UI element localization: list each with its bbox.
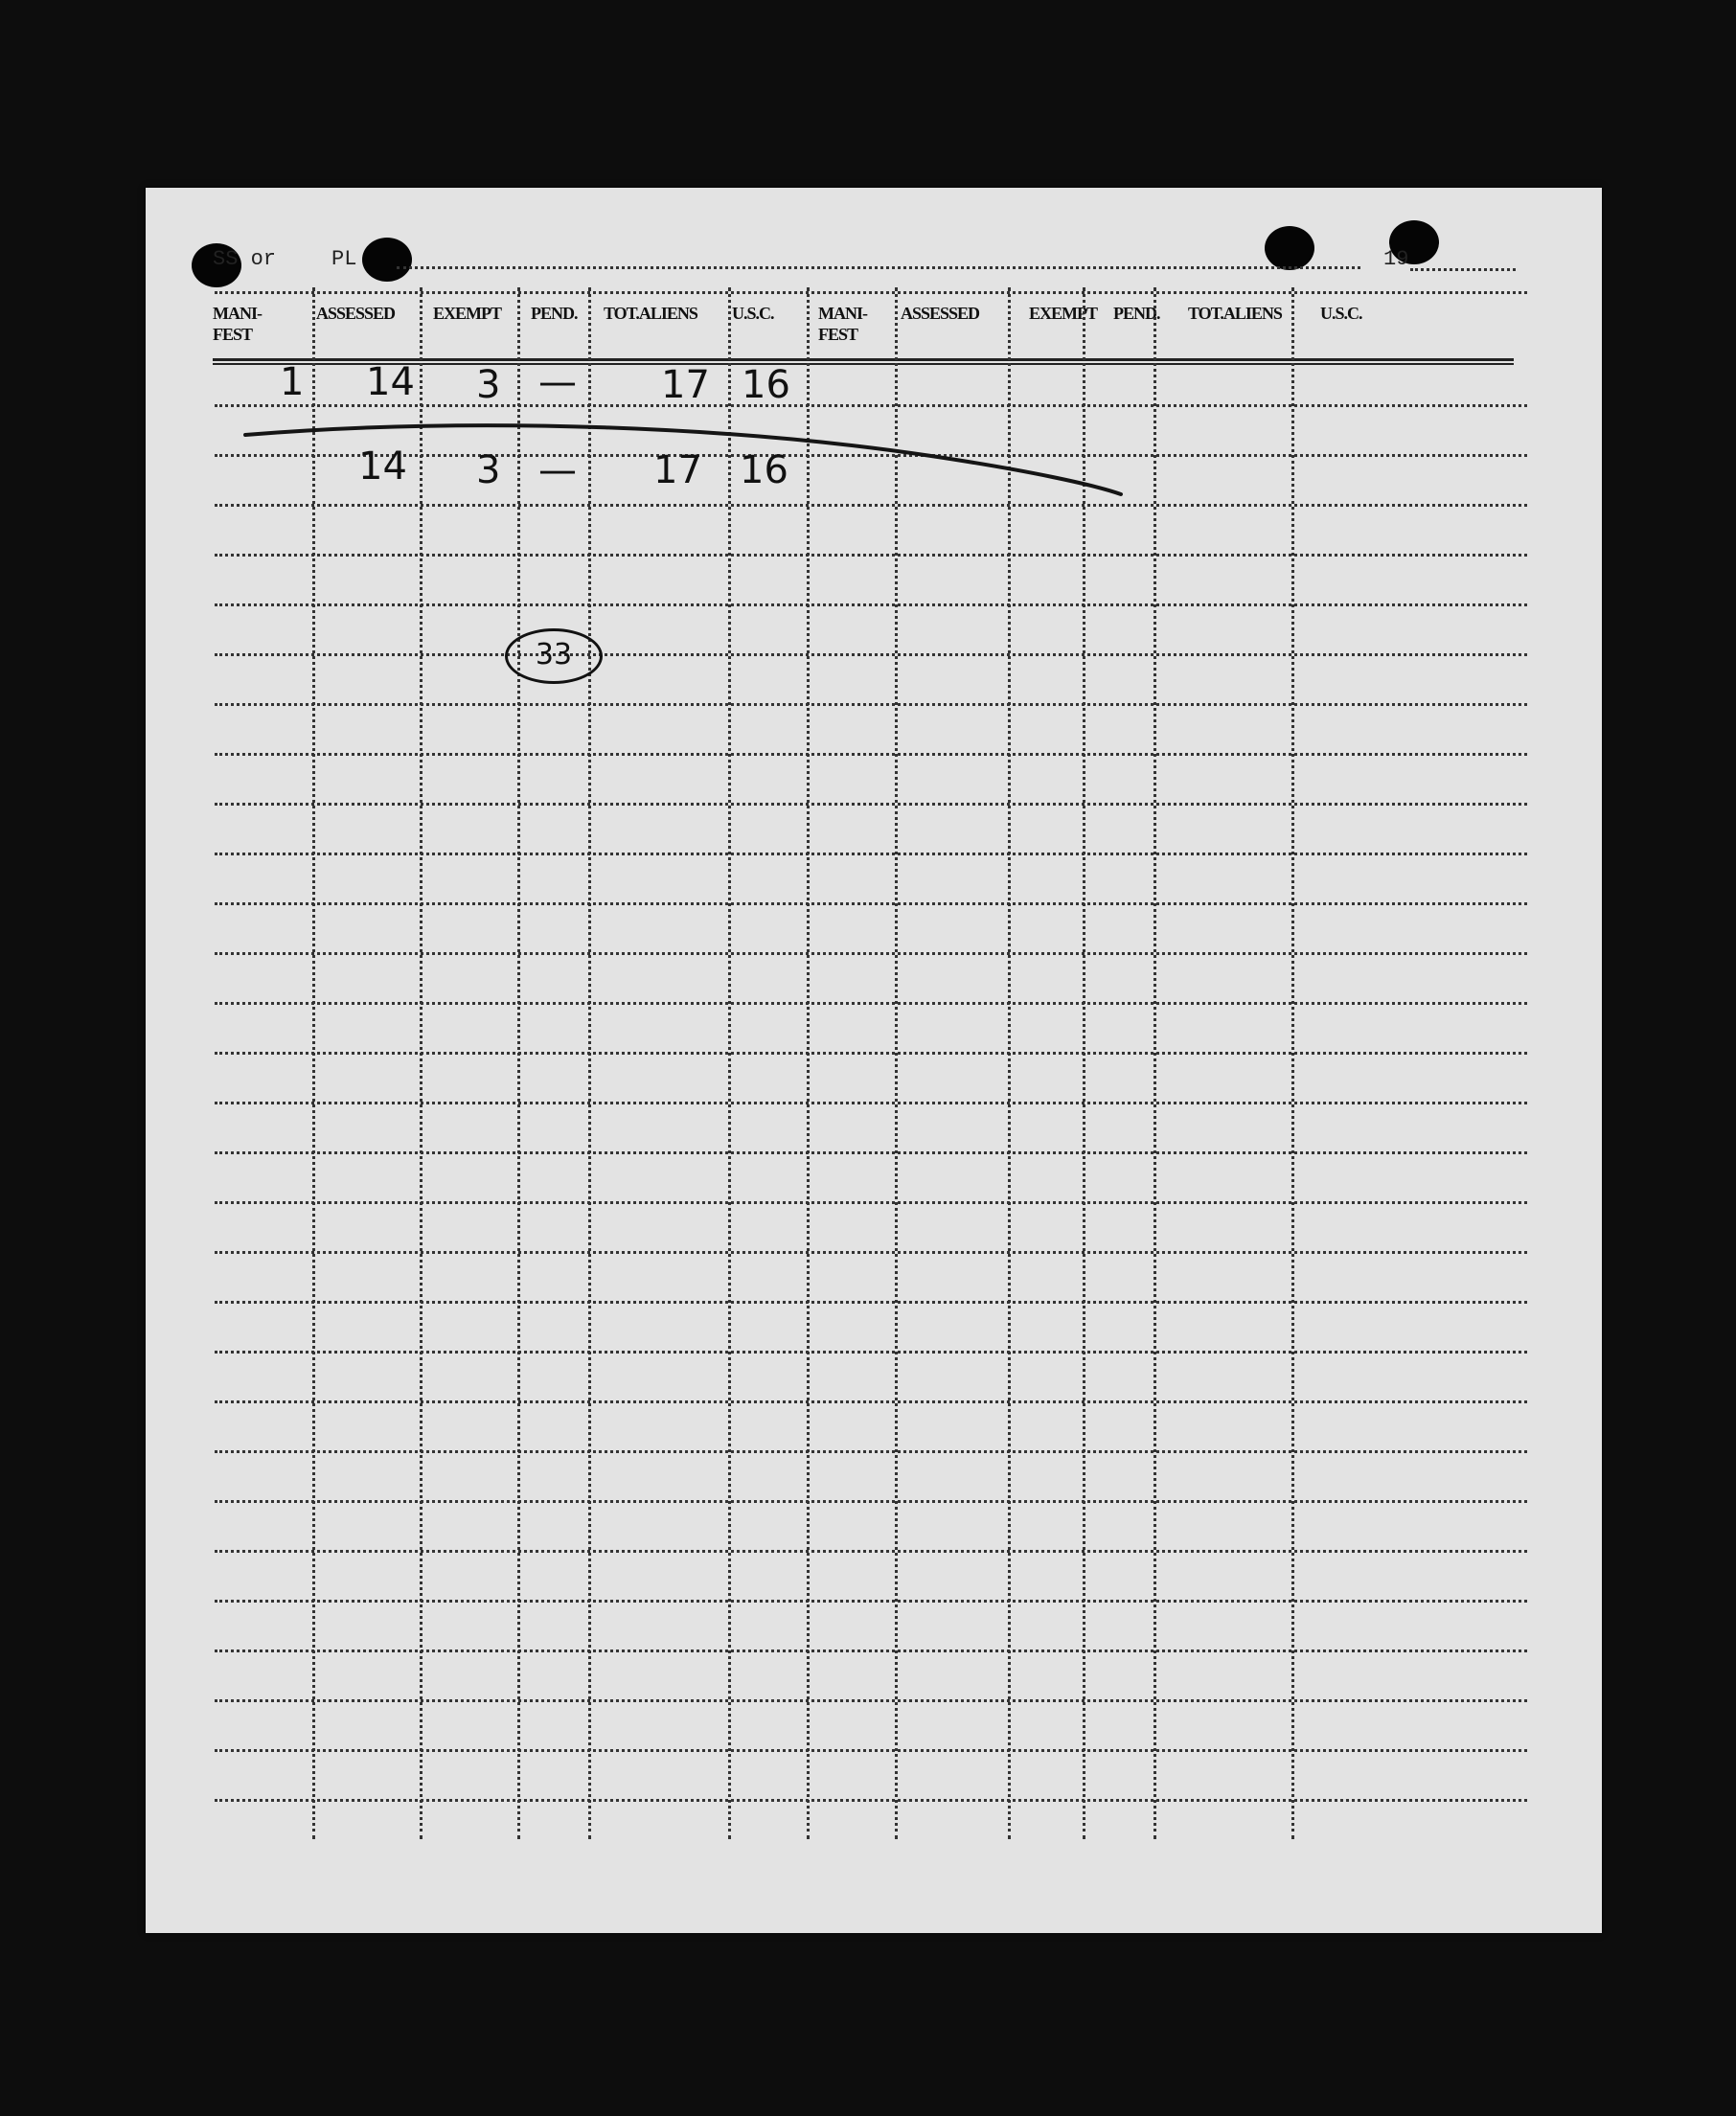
column-header-2: ASSESSED [316,304,396,323]
column-header-3: EXEMPT [433,304,502,323]
grid-row-line-22 [215,1450,1527,1453]
row1-manifest: 1 [280,360,305,404]
column-header-8: ASSESSED [901,304,980,323]
grid-row-line-17 [215,1201,1527,1204]
grid-row-line-23 [215,1500,1527,1503]
grid-row-line-25 [215,1600,1527,1603]
grid-row-line-26 [215,1650,1527,1652]
header-pl: PL [331,247,357,271]
form-sheet [146,188,1602,1933]
grid-row-line-29 [215,1799,1527,1802]
row2-exempt: 3 [476,448,501,492]
column-header-1: MANI- FEST [213,304,262,344]
row2-usc: 16 [740,448,788,492]
column-header-10: PEND. [1113,304,1160,323]
grid-row-line-9 [215,803,1527,806]
row1-usc: 16 [742,363,790,407]
column-header-9: EXEMPT [1029,304,1098,323]
circled-total-note: 33 [505,628,603,684]
row2-pend: — [538,448,577,492]
row1-pend: — [538,360,577,404]
grid-row-line-5 [215,603,1527,606]
grid-row-line-24 [215,1550,1527,1553]
total-stroke [146,188,1602,590]
column-header-7: MANI- FEST [818,304,867,344]
column-header-12: U.S.C. [1320,304,1362,323]
row1-assessed: 14 [366,360,415,404]
grid-row-line-12 [215,952,1527,955]
grid-row-line-15 [215,1102,1527,1104]
grid-row-line-28 [215,1749,1527,1752]
column-header-6: U.S.C. [732,304,774,323]
row2-assessed: 14 [358,444,407,489]
grid-row-line-13 [215,1002,1527,1005]
grid-row-line-20 [215,1351,1527,1354]
column-header-4: PEND. [531,304,578,323]
grid-row-line-10 [215,853,1527,855]
header-prefix: SS or [213,247,277,271]
grid-row-line-16 [215,1151,1527,1154]
year-label: 19 [1383,247,1409,271]
column-header-11: TOT.ALIENS [1188,304,1282,323]
grid-row-line-21 [215,1400,1527,1403]
grid-row-line-14 [215,1052,1527,1055]
column-header-5: TOT.ALIENS [604,304,697,323]
row1-exempt: 3 [476,363,501,407]
grid-row-line-19 [215,1301,1527,1304]
row2-tot-aliens: 17 [653,448,702,492]
grid-row-line-7 [215,703,1527,706]
row1-tot-aliens: 17 [661,363,710,407]
grid-row-line-11 [215,902,1527,905]
grid-row-line-27 [215,1699,1527,1702]
grid-row-line-8 [215,753,1527,756]
grid-row-line-18 [215,1251,1527,1254]
grid-row-line-6 [215,653,1527,656]
